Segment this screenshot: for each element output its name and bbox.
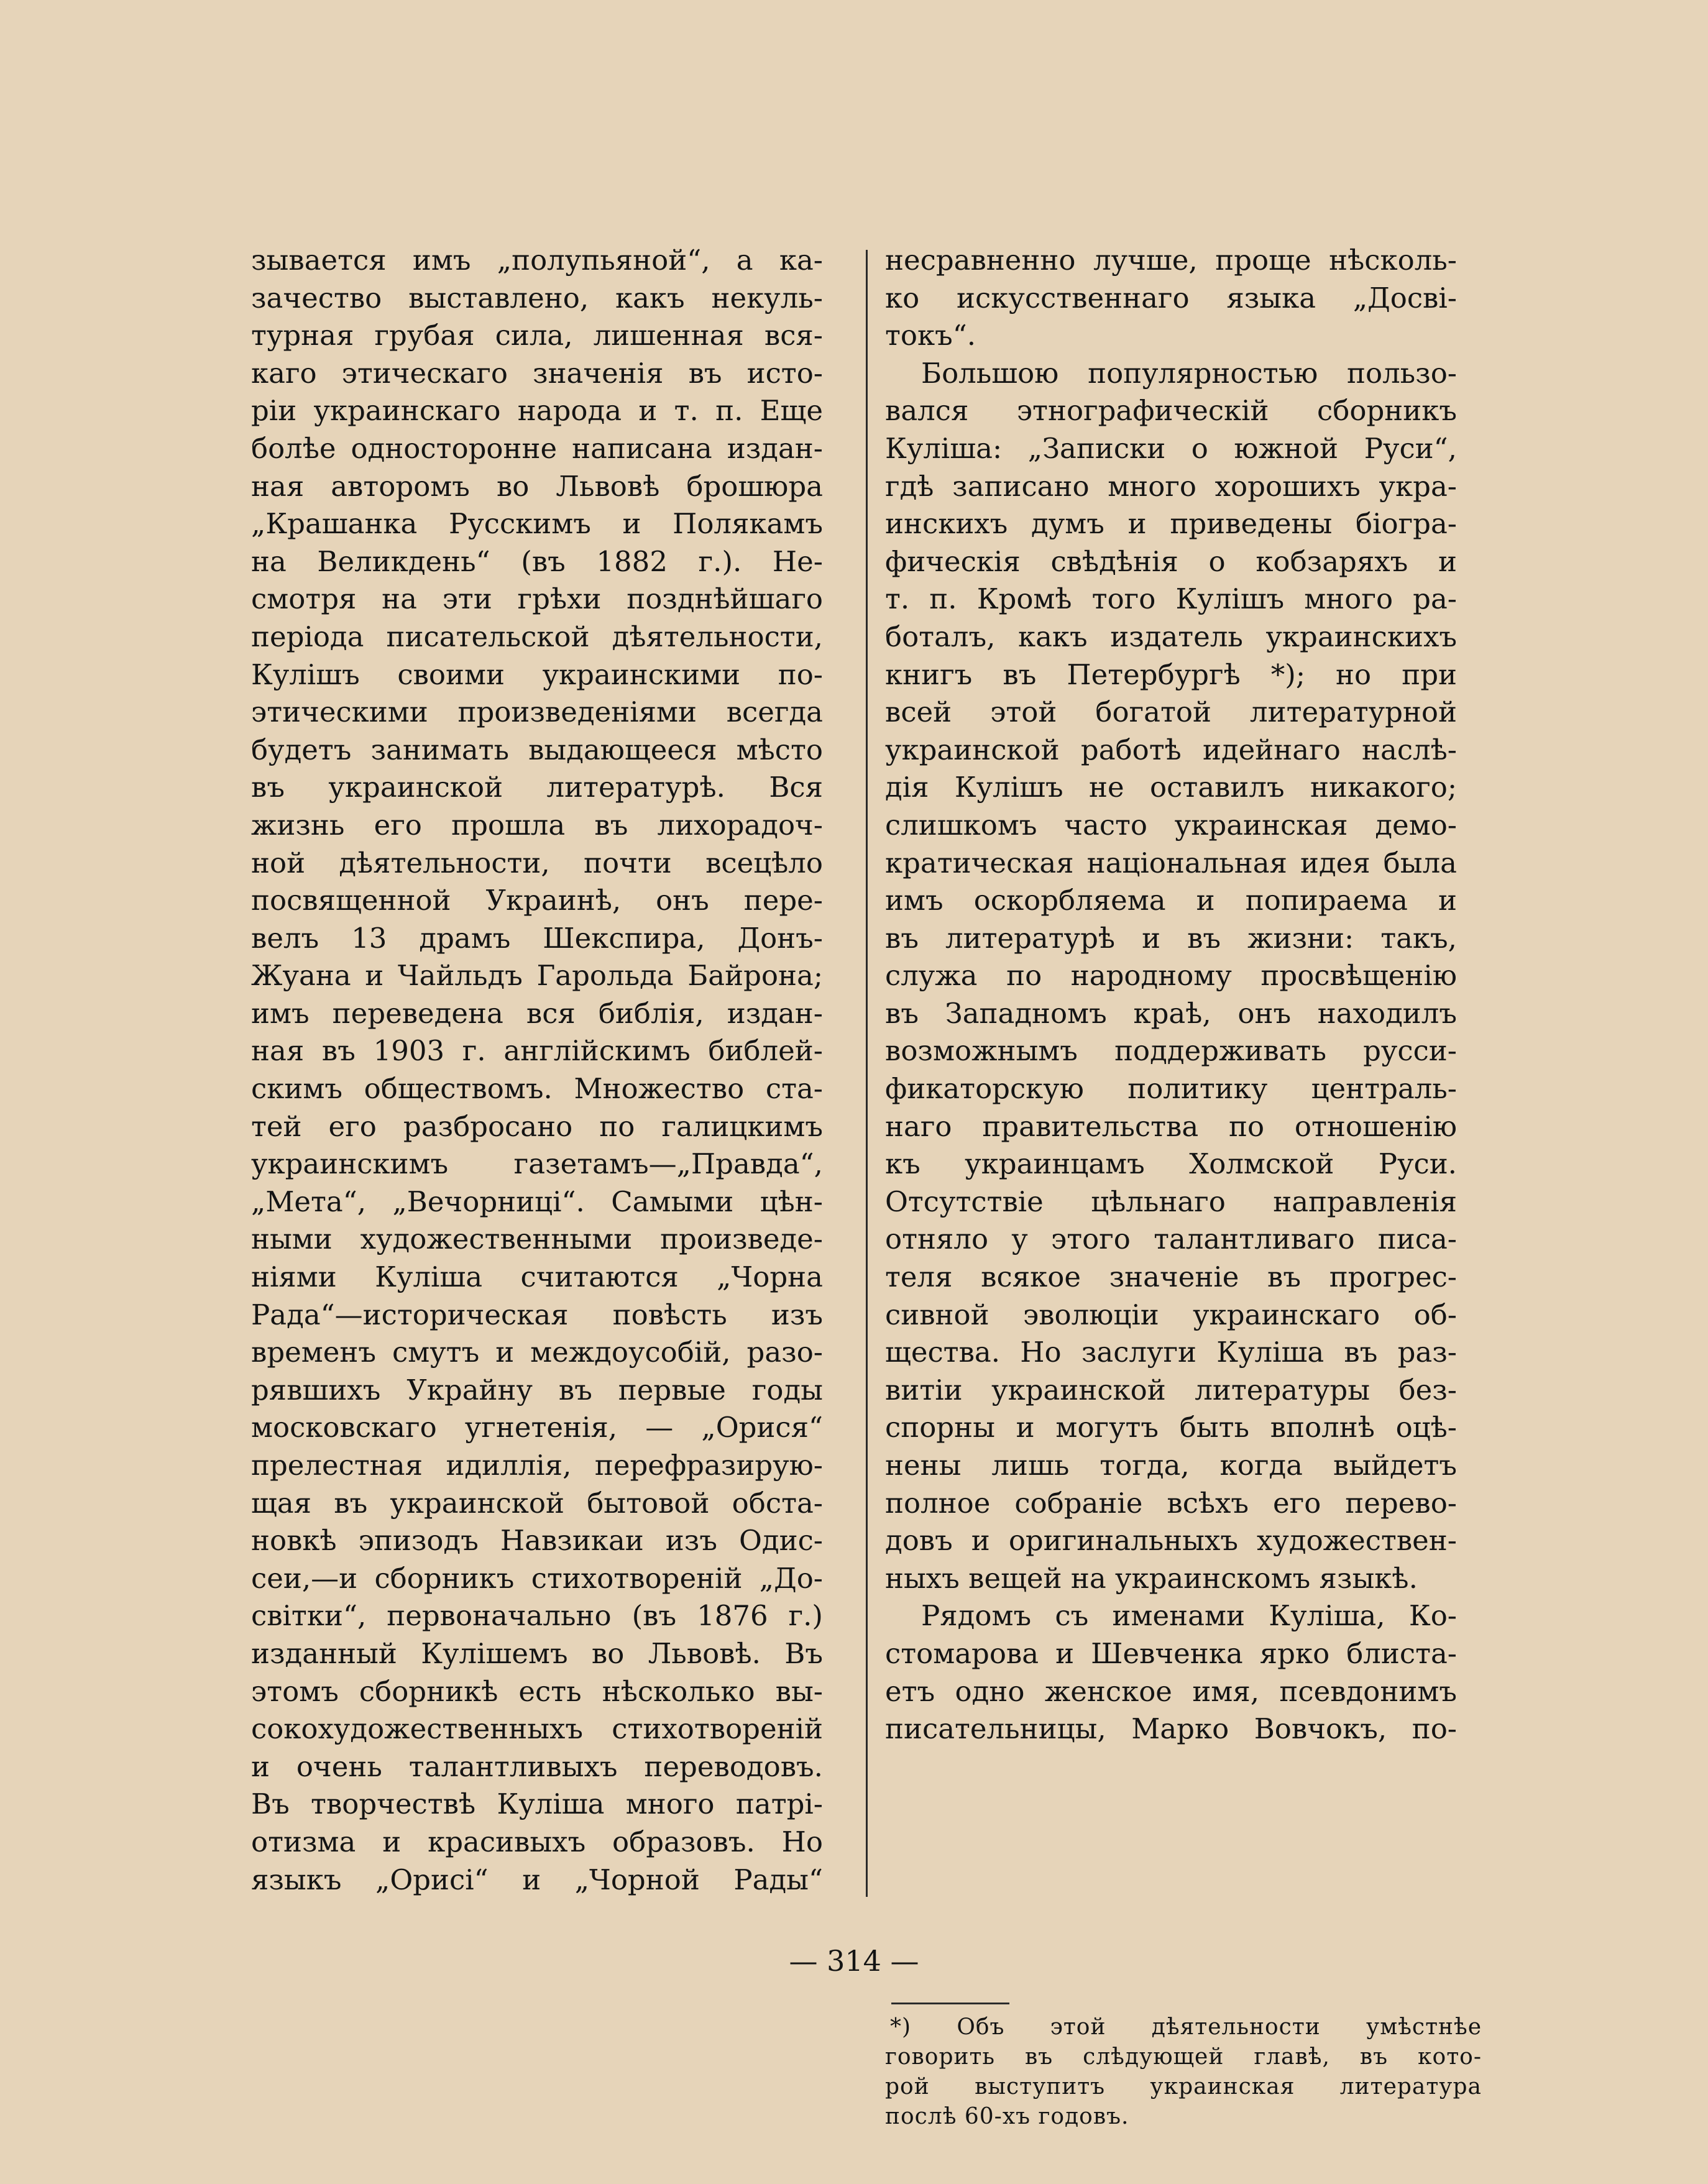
text-line: Въ творчествѣ Куліша много патрі- <box>251 1787 823 1821</box>
text-line: зачество выставлено, какъ некуль- <box>251 281 823 314</box>
text-line: посвященной Украинѣ, онъ пере- <box>251 884 823 917</box>
text-line: періода писательской дѣятельности, <box>251 620 823 653</box>
text-line: имъ оскорбляема и попираема и <box>885 884 1457 917</box>
text-line: ніями Куліша считаются „Чорна <box>251 1260 823 1294</box>
text-line: въ литературѣ и въ жизни: такъ, <box>885 921 1457 955</box>
text-line: „Мета“, „Вечорниці“. Самыми цѣн- <box>251 1185 823 1218</box>
text-line: світки“, первоначально (въ 1876 г.) <box>251 1599 823 1633</box>
text-line: несравненно лучше, проще нѣсколь- <box>885 244 1457 277</box>
footnote-line: *) Объ этой дѣятельности умѣстнѣе <box>890 2014 1482 2040</box>
text-line: временъ смутъ и междоусобій, разо- <box>251 1336 823 1369</box>
page-number: — 314 — <box>789 1944 919 1978</box>
text-line: ко искусственнаго языка „Досві- <box>885 281 1457 314</box>
text-line: полное собраніе всѣхъ его перево- <box>885 1486 1457 1520</box>
footnote-line: рой выступитъ украинская литература <box>885 2074 1482 2099</box>
text-line: турная грубая сила, лишенная вся- <box>251 319 823 352</box>
text-line: слишкомъ часто украинская демо- <box>885 808 1457 842</box>
text-line: на Великдень“ (въ 1882 г.). Не- <box>251 544 823 578</box>
text-line: Большою популярностью пользо- <box>921 356 1457 390</box>
text-line: фическія свѣдѣнія о кобзаряхъ и <box>885 544 1457 578</box>
text-line: каго этическаго значенія въ исто- <box>251 356 823 390</box>
column-divider <box>866 250 868 1897</box>
text-line: смотря на эти грѣхи позднѣйшаго <box>251 582 823 616</box>
text-line: украинской работѣ идейнаго наслѣ- <box>885 733 1457 766</box>
text-line: „Крашанка Русскимъ и Полякамъ <box>251 507 823 541</box>
text-line: сокохудожественныхъ стихотвореній <box>251 1712 823 1746</box>
text-line: въ украинской литературѣ. Вся <box>251 771 823 804</box>
text-line: т. п. Кромѣ того Кулішъ много ра- <box>885 582 1457 616</box>
text-line: токъ“. <box>885 319 976 352</box>
text-line: болѣе односторонне написана издан- <box>251 431 823 465</box>
text-line: зывается имъ „полупьяной“, а ка- <box>251 244 823 277</box>
text-line: тей его разбросано по галицкимъ <box>251 1109 823 1143</box>
footnote <box>885 2012 1482 2132</box>
text-line: ная авторомъ во Львовѣ брошюра <box>251 469 823 503</box>
text-line: ныхъ вещей на украинскомъ языкѣ. <box>885 1561 1418 1595</box>
text-line: и очень талантливыхъ переводовъ. <box>251 1750 823 1783</box>
text-line: московскаго угнетенія, — „Орися“ <box>251 1411 823 1444</box>
text-line: языкъ „Орисі“ и „Чорной Рады“ <box>251 1863 823 1896</box>
text-line: витіи украинской литературы без- <box>885 1373 1457 1406</box>
text-line: этомъ сборникѣ есть нѣсколько вы- <box>251 1674 823 1708</box>
text-line: вался этнографическій сборникъ <box>885 394 1457 428</box>
text-line: книгъ въ Петербургѣ *); но при <box>885 658 1457 691</box>
text-line: рявшихъ Украйну въ первые годы <box>251 1373 823 1406</box>
text-line: фикаторскую политику централь- <box>885 1072 1457 1106</box>
text-line: ріи украинскаго народа и т. п. Еще <box>251 394 823 428</box>
text-line: Кулішъ своими украинскими по- <box>251 658 823 691</box>
footnote-rule <box>891 2003 1009 2004</box>
footnote-line: послѣ 60-хъ годовъ. <box>885 2104 1129 2129</box>
text-line: гдѣ записано много хорошихъ укра- <box>885 469 1457 503</box>
text-line: этическими произведеніями всегда <box>251 695 823 729</box>
text-line: стомарова и Шевченка ярко блиста- <box>885 1636 1457 1670</box>
text-line: довъ и оригинальныхъ художествен- <box>885 1524 1457 1558</box>
text-line: изданный Кулішемъ во Львовѣ. Въ <box>251 1636 823 1670</box>
text-line: нены лишь тогда, когда выйдетъ <box>885 1449 1457 1482</box>
text-line: ная въ 1903 г. англійскимъ библей- <box>251 1034 823 1068</box>
text-line: боталъ, какъ издатель украинскихъ <box>885 620 1457 653</box>
text-line: дія Кулішъ не оставилъ никакого; <box>885 771 1457 804</box>
text-line: писательницы, Марко Вовчокъ, по- <box>885 1712 1457 1746</box>
text-line: жизнь его прошла въ лихорадоч- <box>251 808 823 842</box>
text-line: отняло у этого талантливаго писа- <box>885 1223 1457 1256</box>
text-line: инскихъ думъ и приведены біогра- <box>885 507 1457 541</box>
text-line: имъ переведена вся библія, издан- <box>251 996 823 1030</box>
text-line: щая въ украинской бытовой обста- <box>251 1486 823 1520</box>
text-line: ной дѣятельности, почти всецѣло <box>251 846 823 879</box>
text-line: велъ 13 драмъ Шекспира, Донъ- <box>251 921 823 955</box>
text-line: етъ одно женское имя, псевдонимъ <box>885 1674 1457 1708</box>
text-line: спорны и могутъ быть вполнѣ оцѣ- <box>885 1411 1457 1444</box>
right-text-column <box>885 242 1457 1748</box>
text-line: будетъ занимать выдающееся мѣсто <box>251 733 823 766</box>
text-line: сеи,—и сборникъ стихотвореній „До- <box>251 1561 823 1595</box>
text-line: ными художественными произведе- <box>251 1223 823 1256</box>
left-text-column <box>251 242 823 1899</box>
text-line: возможнымъ поддерживать русси- <box>885 1034 1457 1068</box>
text-line: щества. Но заслуги Куліша въ раз- <box>885 1336 1457 1369</box>
text-line: Куліша: „Записки о южной Руси“, <box>885 431 1457 465</box>
text-line: къ украинцамъ Холмской Руси. <box>885 1147 1457 1181</box>
text-line: украинскимъ газетамъ—„Правда“, <box>251 1147 823 1181</box>
text-line: Рядомъ съ именами Куліша, Ко- <box>921 1599 1457 1633</box>
text-line: Отсутствіе цѣльнаго направленія <box>885 1185 1457 1218</box>
text-line: прелестная идиллія, перефразирую- <box>251 1449 823 1482</box>
text-line: въ Западномъ краѣ, онъ находилъ <box>885 996 1457 1030</box>
text-line: скимъ обществомъ. Множество ста- <box>251 1072 823 1106</box>
text-line: всей этой богатой литературной <box>885 695 1457 729</box>
text-line: Рада“—историческая повѣсть изъ <box>251 1298 823 1331</box>
text-line: отизма и красивыхъ образовъ. Но <box>251 1825 823 1858</box>
text-line: сивной эволюціи украинскаго об- <box>885 1298 1457 1331</box>
text-line: новкѣ эпизодъ Навзикаи изъ Одис- <box>251 1524 823 1558</box>
text-line: наго правительства по отношенію <box>885 1109 1457 1143</box>
text-line: кратическая національная идея была <box>885 846 1457 879</box>
text-line: служа по народному просвѣщенію <box>885 959 1457 993</box>
text-line: Жуана и Чайльдъ Гарольда Байрона; <box>251 959 823 993</box>
footnote-line: говорить въ слѣдующей главѣ, въ кото- <box>885 2044 1482 2070</box>
text-line: теля всякое значеніе въ прогрес- <box>885 1260 1457 1294</box>
